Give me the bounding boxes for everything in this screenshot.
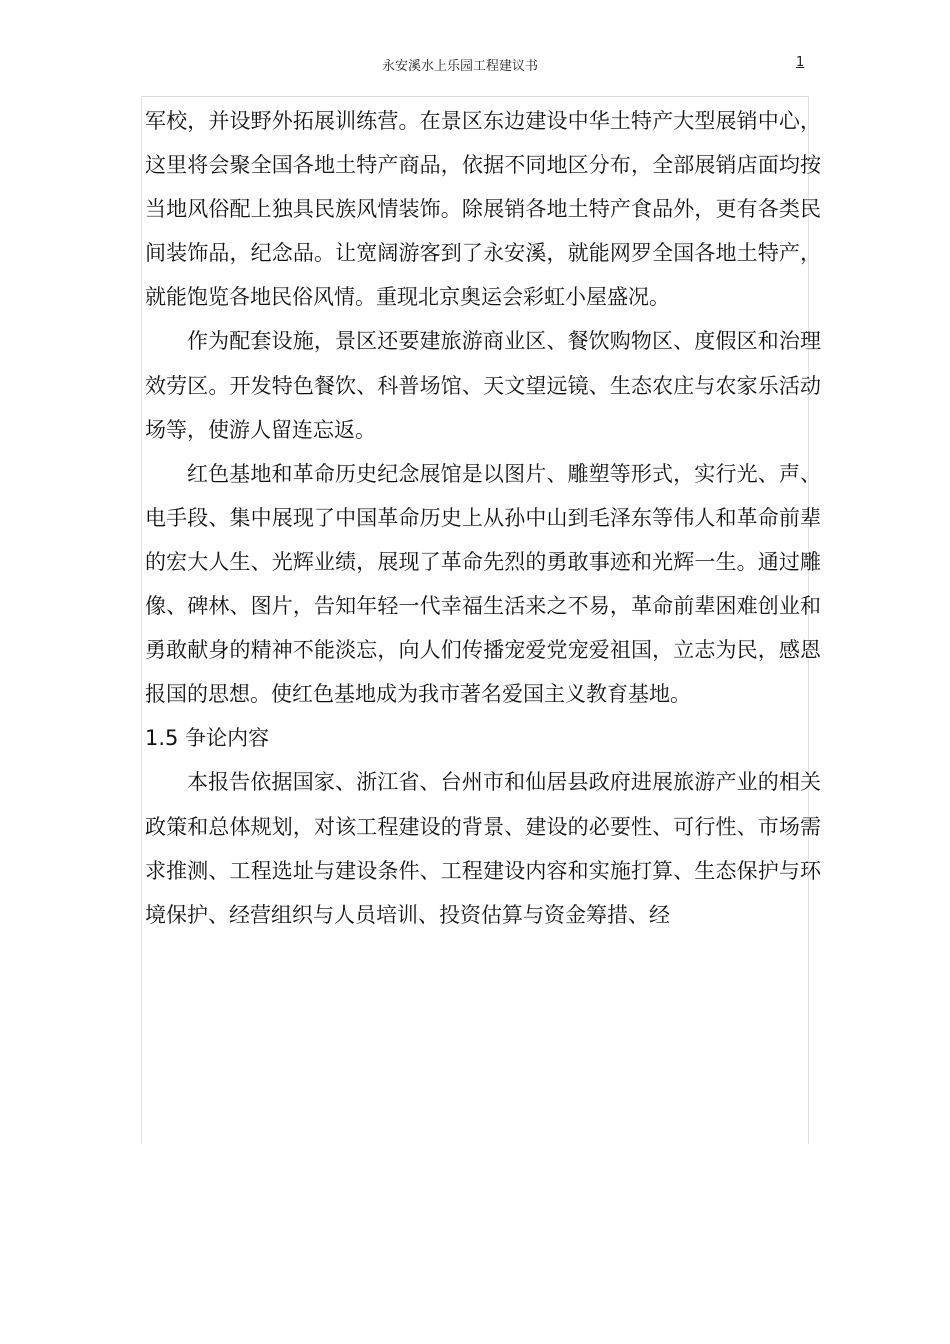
text-frame-left-border [141,96,142,1144]
body-paragraph: 军校，并设野外拓展训练营。在景区东边建设中华土特产大型展销中心，这里将会聚全国各地土特产商品，依据不同地区分布，全部展销店面均按当地风俗配上独具民族风情装饰。除展销各地土特产食品外，更有各类民间装饰品，纪念品。让宽阔游客到了永安溪，就能网罗全国各地土特产，就能饱览各地民俗风情。重现北京奥运会彩虹小屋盛况。 [145,109,821,310]
document-body [145,99,821,937]
body-paragraph: 作为配套设施，景区还要建旅游商业区、餐饮购物区、度假区和治理效劳区。开发特色餐饮、科普场馆、天文望远镜、生态农庄与农家乐活动场等，使游人留连忘返。 [145,329,821,442]
body-paragraph: 红色基地和革命历史纪念展馆是以图片、雕塑等形式，实行光、声、电手段、集中展现了中国革命历史上从孙中山到毛泽东等伟人和革命前辈的宏大人生、光辉业绩，展现了革命先烈的勇敢事迹和光辉一生。通过雕像、碑林、图片，告知年轻一代幸福生活来之不易，革命前辈困难创业和勇敢献身的精神不能淡忘，向人们传播宠爱党宠爱祖国，立志为民，感恩报国的思想。使红色基地成为我市著名爱国主义教育基地。 [145,461,821,707]
header-divider [141,96,808,97]
body-paragraph: 本报告依据国家、浙江省、台州市和仙居县政府进展旅游产业的相关政策和总体规划，对该工程建设的背景、建设的必要性、可行性、市场需求推测、工程选址与建设条件、工程建设内容和实施打算、生态保护与环境保护、经营组织与人员培训、投资估算与资金筹措、经 [145,770,821,927]
page-number: 1 [796,55,805,70]
section-heading: 1.5 争论内容 [145,726,270,751]
document-header-title: 永安溪水上乐园工程建议书 [381,59,538,74]
